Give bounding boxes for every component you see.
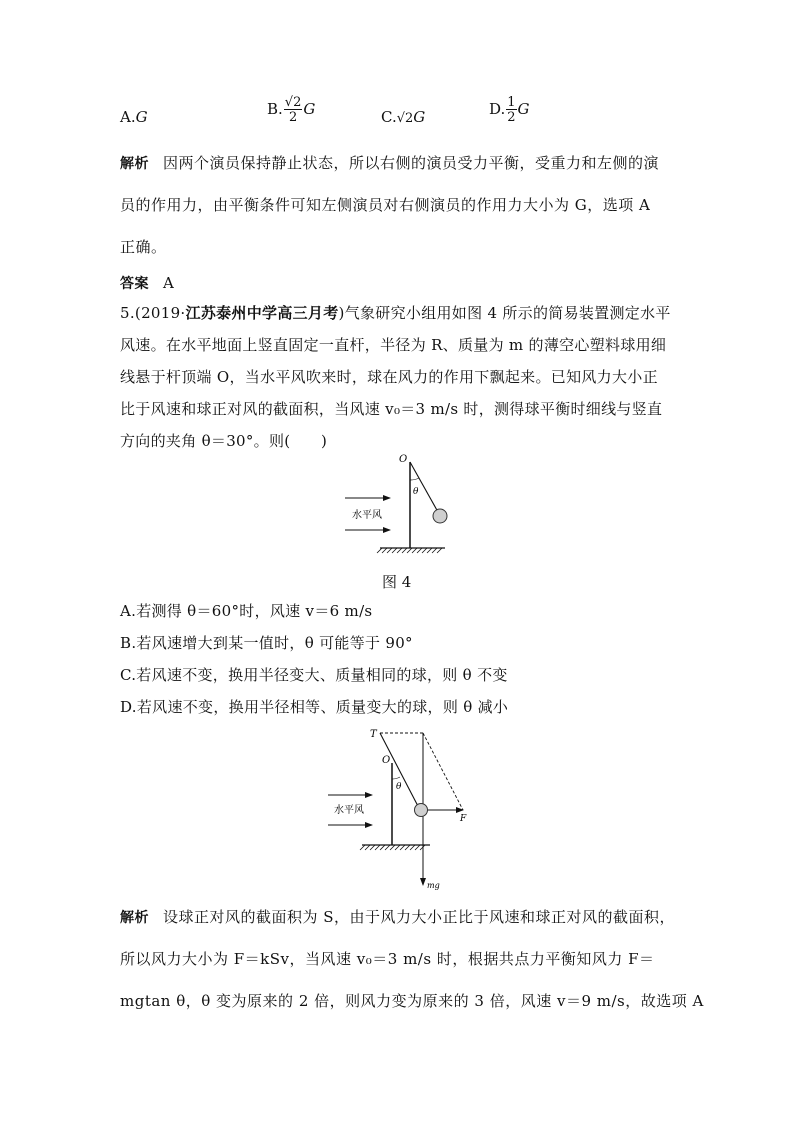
question5-line-1: 5.(2019·江苏泰州中学高三月考)气象研究小组用如图 4 所示的简易装置测定水平 [120,304,671,322]
choice-d: D.若风速不变，换用半径相等、质量变大的球，则 θ 减小 [120,698,509,716]
f-label: F [460,814,467,824]
force-diagram [320,725,480,895]
figure4-caption: 图 4 [382,573,412,591]
mg-label: mg [427,881,440,890]
solution2-line-3: mgtan θ，θ 变为原来的 2 倍，则风力变为原来的 3 倍，风速 v＝9 m/s，故选项 A [120,992,704,1010]
question5-line-5: 方向的夹角 θ＝30°。则( ) [120,432,328,450]
theta-label: θ [396,782,402,792]
solution1-label: 解析 [120,156,149,172]
ground-hatching [377,548,442,553]
wind-label: 水平风 [334,805,364,816]
answer-value: A [163,274,175,292]
dashed-right [423,733,463,810]
wind-label: 水平风 [352,510,382,521]
pivot-o-label: O [399,454,408,465]
solution1-line-3: 正确。 [120,238,167,256]
solution2-line-2: 所以风力大小为 F＝kSv，当风速 v₀＝3 m/s 时，根据共点力平衡知风力 F＝ [120,950,655,968]
plastic-ball [433,509,447,523]
solution1-line-2: 员的作用力，由平衡条件可知左侧演员对右侧演员的作用力大小为 G，选项 A [120,196,651,214]
figure4-diagram [330,450,460,560]
t-label: T [370,729,377,740]
option-d: D. $\frac{1}{2}$ G [489,95,530,125]
solution2-label: 解析 [120,910,149,926]
answer-line [120,273,174,293]
angle-arc [392,777,400,779]
question5-line-4: 比于风速和球正对风的截面积，当风速 v₀＝3 m/s 时，测得球平衡时细线与竖直 [120,400,663,418]
question5-line-2: 风速。在水平地面上竖直固定一直杆，半径为 R、质量为 m 的薄空心塑料球用细 [120,336,667,354]
choice-a: A.若测得 θ＝60°时，风速 v＝6 m/s [120,602,373,620]
choice-b: B.若风速增大到某一值时，θ 可能等于 90° [120,634,413,652]
choice-c: C.若风速不变，换用半径变大、质量相同的球，则 θ 不变 [120,666,508,684]
option-a: A.G [120,108,148,126]
option-b: B. $\frac{√2}{2}$ G [267,95,316,125]
solution1-line-1: 解析 因两个演员保持静止状态，所以右侧的演员受力平衡，受重力和左侧的演 [120,154,660,172]
solution2-line-1: 解析 设球正对风的截面积为 S，由于风力大小正比于风速和球正对风的截面积， [120,908,676,926]
answer-label: 答案 [120,276,149,292]
theta-label: θ [413,487,419,497]
option-c: C.√2G [381,108,426,126]
question5-line-3: 线悬于杆顶端 O，当水平风吹来时，球在风力的作用下飘起来。已知风力大小正 [120,368,658,386]
ground-hatching [360,845,425,850]
angle-arc [410,478,419,480]
pivot-o-label: O [382,755,391,766]
plastic-ball [415,804,428,817]
tension-line [380,733,420,810]
